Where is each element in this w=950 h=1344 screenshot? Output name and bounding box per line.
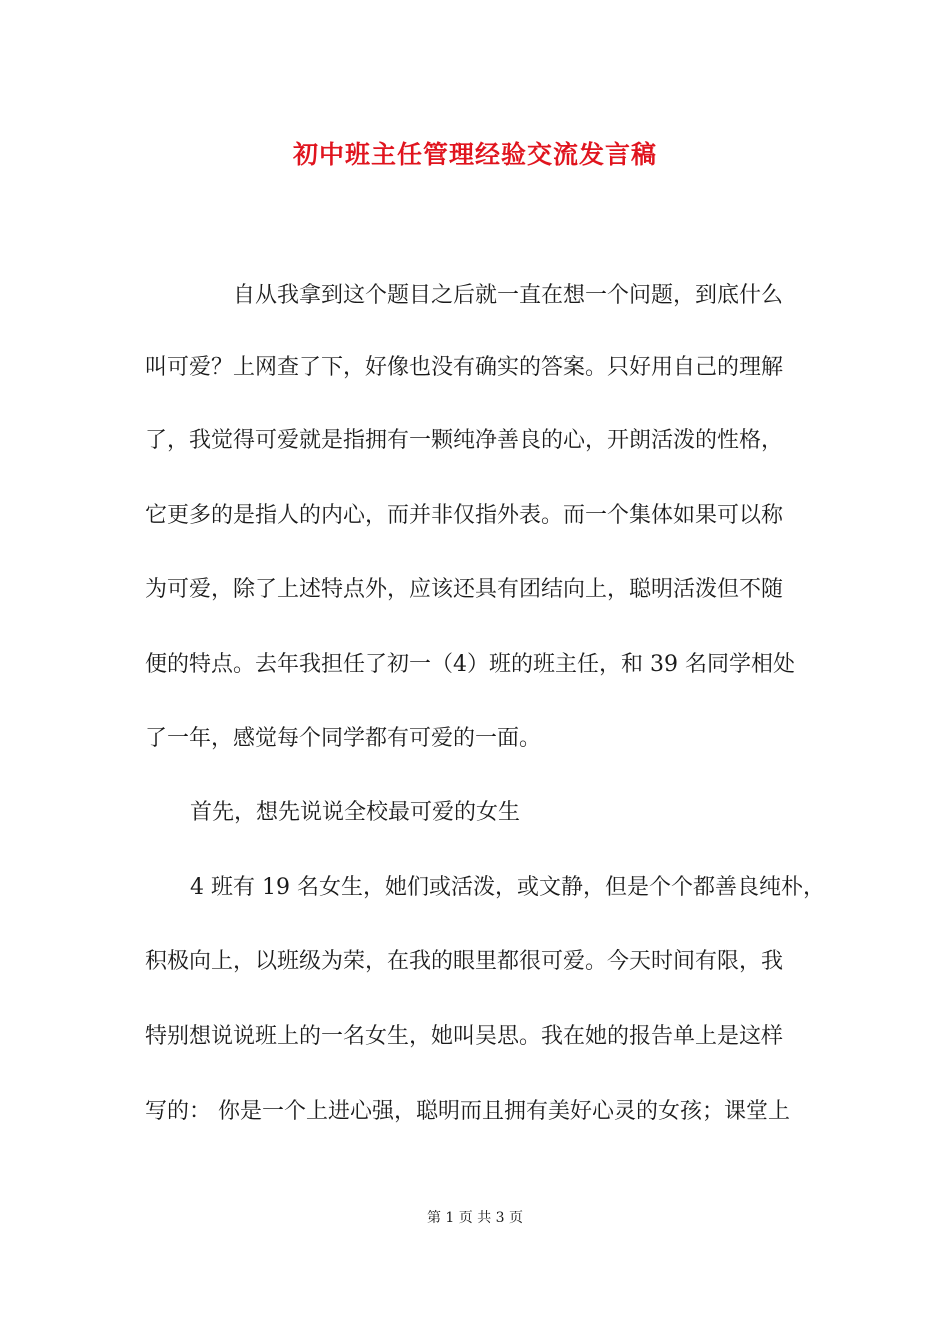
paragraph-line-4: 它更多的是指人的内心，而并非仅指外表。而一个集体如果可以称 <box>145 503 784 528</box>
paragraph-line-2: 叫可爱？上网查了下，好像也没有确实的答案。只好用自己的理解 <box>145 355 784 380</box>
paragraph-line-1: 自从我拿到这个题目之后就一直在想一个问题，到底什么 <box>233 283 784 308</box>
paragraph-line-6: 便的特点。去年我担任了初一（4）班的班主任，和 39 名同学相处 <box>145 652 795 677</box>
paragraph-line-10: 积极向上，以班级为荣，在我的眼里都很可爱。今天时间有限，我 <box>145 949 784 974</box>
paragraph-line-5: 为可爱，除了上述特点外，应该还具有团结向上，聪明活泼但不随 <box>145 577 784 602</box>
paragraph-line-7: 了一年，感觉每个同学都有可爱的一面。 <box>145 726 542 751</box>
paragraph-line-12: 写的： 你是一个上进心强，聪明而且拥有美好心灵的女孩；课堂上 <box>145 1099 790 1124</box>
page-number-label: 第 1 页 共 3 页 <box>426 1210 524 1226</box>
section-heading-line: 首先，想先说说全校最可爱的女生 <box>190 800 521 825</box>
paragraph-line-9: 4 班有 19 名女生，她们或活泼，或文静，但是个个都善良纯朴， <box>190 875 825 900</box>
document-title: 初中班主任管理经验交流发言稿 <box>292 140 657 169</box>
paragraph-line-3: 了，我觉得可爱就是指拥有一颗纯净善良的心，开朗活泼的性格， <box>145 428 784 453</box>
paragraph-line-11: 特别想说说班上的一名女生，她叫吴思。我在她的报告单上是这样 <box>145 1024 784 1049</box>
page-footer <box>0 1208 950 1228</box>
